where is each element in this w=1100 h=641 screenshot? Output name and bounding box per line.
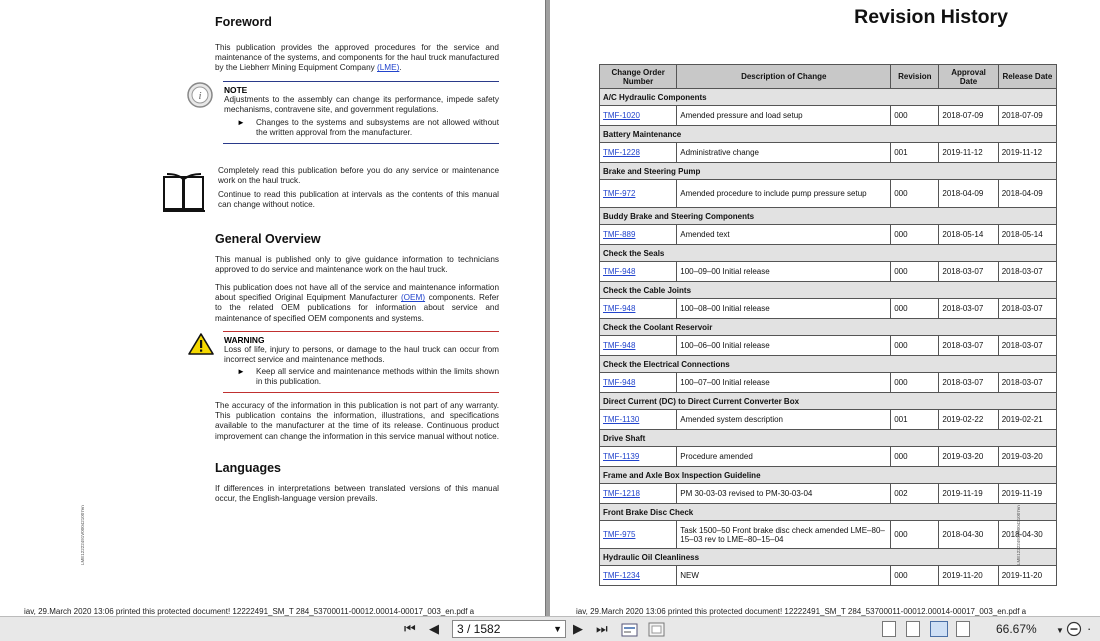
lme-link[interactable]: (LME) (377, 63, 400, 73)
revision-cell: 000 (894, 230, 908, 239)
note-bottom-rule (223, 143, 499, 144)
group-title: Frame and Axle Box Inspection Guideline (600, 467, 1057, 484)
revision-cell-cell (891, 225, 939, 245)
release-date-cell: 2019-11-19 (1001, 489, 1043, 498)
overview-p2-text: This publication does not have all of the service and maintenance information about specified Original Equipment Manufacturer (215, 283, 499, 303)
revision-cell-cell (891, 106, 939, 126)
table-row (600, 521, 1057, 549)
change-order-link-cell (600, 336, 677, 356)
approval-date-cell-cell (939, 143, 998, 163)
first-page-button[interactable]: ⏮ (404, 621, 416, 636)
table-row (600, 484, 1057, 504)
release-date-cell: 2018-04-30 (1001, 530, 1043, 539)
change-order-link-cell (600, 262, 677, 282)
table-group-row (600, 89, 1057, 106)
read-paragraph-1: Completely read this publication before you do any service or maintenance work on the haul truck. (218, 166, 499, 186)
release-date-cell-cell (998, 484, 1056, 504)
description-cell: 100–09–00 Initial release (680, 267, 770, 276)
single-page-view-icon[interactable] (882, 621, 896, 637)
note-bullet-text: Changes to the systems and subsystems are not allowed without the written approval from the manufacturer. (256, 118, 499, 138)
group-title: Hydraulic Oil Cleanliness (600, 549, 1057, 566)
change-order-link-cell (600, 299, 677, 319)
page-number-value: 3 / 1582 (457, 622, 501, 636)
description-cell-cell (677, 262, 891, 282)
release-date-cell: 2018-03-07 (1001, 304, 1043, 313)
revision-cell: 000 (894, 378, 908, 387)
release-date-cell-cell (998, 410, 1056, 430)
approval-date-cell: 2019-02-22 (942, 415, 984, 424)
table-row (600, 262, 1057, 282)
description-cell: Amended pressure and load setup (680, 111, 803, 120)
change-order-link[interactable]: TMF-948 (603, 341, 636, 350)
approval-date-cell: 2019-11-19 (942, 489, 983, 498)
revision-cell: 000 (894, 452, 908, 461)
warning-bottom-rule (223, 392, 499, 393)
table-group-row (600, 430, 1057, 447)
viewer-toolbar (0, 616, 1100, 641)
overview-paragraph-1: This manual is published only to give guidance information to technicians approved to do service and maintenance work on the haul truck. (215, 255, 499, 275)
revision-cell-cell (891, 143, 939, 163)
group-title: Check the Coolant Reservoir (600, 319, 1057, 336)
page-number-select[interactable] (452, 620, 566, 638)
change-order-link[interactable]: TMF-948 (603, 304, 636, 313)
approval-date-cell: 2018-04-30 (942, 530, 984, 539)
revision-cell: 000 (894, 341, 908, 350)
description-cell-cell (677, 180, 891, 208)
group-title: Drive Shaft (600, 430, 1057, 447)
overview-p2-end: components. Refer to the related OEM publications for information about service and maintenance of specified OEM components and systems. (215, 293, 499, 323)
change-order-link[interactable]: TMF-1139 (603, 452, 640, 461)
group-title: Check the Electrical Connections (600, 356, 1057, 373)
left-side-code: LME12222491V000421007en (80, 505, 85, 565)
header-release-date: Release Date (998, 65, 1056, 89)
change-order-link[interactable]: TMF-948 (603, 267, 636, 276)
revision-cell: 000 (894, 571, 908, 580)
fit-page-icon[interactable] (648, 621, 666, 637)
change-order-link[interactable]: TMF-948 (603, 378, 636, 387)
table-group-row (600, 245, 1057, 262)
chevron-down-icon: ▼ (553, 624, 562, 634)
approval-date-cell-cell (939, 106, 998, 126)
revision-history-table (599, 64, 1057, 586)
revision-cell: 000 (894, 267, 908, 276)
note-text: Adjustments to the assembly can change its performance, impede safety mechanisms, contravene site, and government regulations. (224, 95, 499, 115)
release-date-cell-cell (998, 566, 1056, 586)
zoom-out-icon[interactable] (1066, 621, 1082, 637)
release-date-cell: 2019-03-20 (1001, 452, 1043, 461)
facing-pages-view-icon[interactable] (930, 621, 948, 637)
change-order-link-cell (600, 566, 677, 586)
overview-paragraph-2 (215, 283, 499, 324)
note-label: NOTE (224, 85, 248, 95)
revision-cell-cell (891, 484, 939, 504)
change-order-link[interactable]: TMF-975 (603, 530, 636, 539)
description-cell: Procedure amended (680, 452, 753, 461)
foreword-intro-end: . (399, 63, 402, 73)
revision-cell: 001 (894, 148, 908, 157)
approval-date-cell: 2018-03-07 (942, 378, 984, 387)
revision-cell: 000 (894, 304, 908, 313)
header-approval-date: Approval Date (939, 65, 998, 89)
read-paragraph-2: Continue to read this publication at intervals as the contents of this manual can change without notice. (218, 190, 499, 210)
table-group-row (600, 282, 1057, 299)
description-cell-cell (677, 299, 891, 319)
change-order-link-cell (600, 447, 677, 467)
revision-cell-cell (891, 566, 939, 586)
change-order-link[interactable]: TMF-1130 (603, 415, 640, 424)
right-footer: iav, 29.March 2020 13:06 printed this protected document! 12222491_SM_T 284_53700011-00012.00014-00017_003_en.pdf a (576, 607, 1027, 616)
release-date-cell: 2018-03-07 (1001, 267, 1043, 276)
last-page-button[interactable]: ⏭ (596, 621, 608, 636)
change-order-link[interactable]: TMF-889 (603, 230, 636, 239)
pdf-page-right (550, 0, 1100, 616)
header-revision: Revision (891, 65, 939, 89)
approval-date-cell-cell (939, 336, 998, 356)
foreword-intro-text: This publication provides the approved procedures for the service and maintenance of the systems, and components for the haul truck manufactured by the Liebherr Mining Equipment Company (215, 43, 499, 73)
warning-label: WARNING (224, 335, 265, 345)
approval-date-cell: 2019-11-12 (942, 148, 983, 157)
table-row (600, 447, 1057, 467)
approval-date-cell-cell (939, 521, 998, 549)
approval-date-cell-cell (939, 180, 998, 208)
warning-bullet-text: Keep all service and maintenance methods within the limits shown in this publication. (256, 367, 499, 387)
warning-triangle-icon (188, 332, 214, 356)
warning-top-rule (223, 331, 499, 332)
change-order-link[interactable]: TMF-972 (603, 189, 636, 198)
approval-date-cell: 2019-11-20 (942, 571, 983, 580)
header-change-order: Change Order Number (600, 65, 677, 89)
approval-date-cell: 2018-07-09 (942, 111, 984, 120)
approval-date-cell: 2018-05-14 (942, 230, 984, 239)
release-date-cell-cell (998, 180, 1056, 208)
warning-text: Loss of life, injury to persons, or damage to the haul truck can occur from incorrect service and maintenance methods. (224, 345, 499, 365)
table-row (600, 143, 1057, 163)
table-group-row (600, 208, 1057, 225)
foreword-intro (215, 43, 499, 74)
change-order-link[interactable]: TMF-1218 (603, 489, 640, 498)
description-cell: PM 30-03-03 revised to PM-30-03-04 (680, 489, 813, 498)
revision-cell-cell (891, 373, 939, 393)
description-cell-cell (677, 225, 891, 245)
approval-date-cell-cell (939, 410, 998, 430)
warning-bullet-marker: ► (237, 367, 245, 376)
revision-history-title: Revision History (854, 6, 1008, 28)
change-order-link-cell (600, 521, 677, 549)
revision-cell-cell (891, 180, 939, 208)
zoom-menu-chevron-icon[interactable]: ▼ (1056, 626, 1064, 635)
table-header-row (600, 65, 1057, 89)
group-title: Check the Seals (600, 245, 1057, 262)
description-cell-cell (677, 484, 891, 504)
description-cell: 100–08–00 Initial release (680, 304, 770, 313)
note-top-rule (223, 81, 499, 82)
approval-date-cell-cell (939, 484, 998, 504)
note-info-icon (186, 81, 214, 109)
change-order-link-cell (600, 373, 677, 393)
revision-cell-cell (891, 336, 939, 356)
table-row (600, 373, 1057, 393)
table-row (600, 225, 1057, 245)
table-group-row (600, 356, 1057, 373)
general-overview-title: General Overview (215, 232, 321, 246)
group-title: Buddy Brake and Steering Components (600, 208, 1057, 225)
change-order-link[interactable]: TMF-1228 (603, 148, 640, 157)
description-cell-cell (677, 566, 891, 586)
group-title: A/C Hydraulic Components (600, 89, 1057, 106)
languages-text: If differences in interpretations between translated versions of this manual occur, the English-language version prevails. (215, 484, 499, 504)
description-cell-cell (677, 373, 891, 393)
release-date-cell: 2018-03-07 (1001, 378, 1043, 387)
description-cell: Administrative change (680, 148, 759, 157)
next-page-button[interactable]: ▶ (573, 621, 583, 636)
table-group-row (600, 504, 1057, 521)
continuous-facing-view-icon[interactable] (956, 621, 970, 637)
release-date-cell-cell (998, 336, 1056, 356)
release-date-cell: 2018-04-09 (1001, 189, 1043, 198)
approval-date-cell: 2018-03-07 (942, 304, 984, 313)
approval-date-cell-cell (939, 566, 998, 586)
table-row (600, 106, 1057, 126)
release-date-cell-cell (998, 299, 1056, 319)
approval-date-cell: 2018-03-07 (942, 267, 984, 276)
description-cell-cell (677, 143, 891, 163)
release-date-cell-cell (998, 143, 1056, 163)
description-cell: Amended text (680, 230, 730, 239)
table-group-row (600, 393, 1057, 410)
table-row (600, 336, 1057, 356)
change-order-link[interactable]: TMF-1234 (603, 571, 640, 580)
table-body (600, 89, 1057, 586)
release-date-cell: 2019-02-21 (1001, 415, 1043, 424)
table-row (600, 180, 1057, 208)
revision-cell: 001 (894, 415, 908, 424)
accuracy-paragraph: The accuracy of the information in this publication is not part of any warranty. This publication contains the information, illustrations, and specifications available to the manufacturer at the time of its release. Continuous product improvement can change the information in this service manual without notice. (215, 401, 499, 441)
group-title: Battery Maintenance (600, 126, 1057, 143)
page-thumbnail-icon[interactable] (621, 621, 639, 637)
read-manual-book-icon (161, 171, 207, 213)
table-row (600, 566, 1057, 586)
description-cell: Amended system description (680, 415, 783, 424)
revision-cell-cell (891, 262, 939, 282)
pdf-page-left (0, 0, 546, 616)
change-order-link-cell (600, 143, 677, 163)
revision-cell-cell (891, 410, 939, 430)
release-date-cell: 2018-07-09 (1001, 111, 1043, 120)
previous-page-button[interactable]: ◀ (429, 621, 439, 636)
revision-cell-cell (891, 521, 939, 549)
approval-date-cell-cell (939, 225, 998, 245)
revision-cell: 000 (894, 111, 908, 120)
change-order-link-cell (600, 106, 677, 126)
description-cell-cell (677, 521, 891, 549)
description-cell-cell (677, 336, 891, 356)
approval-date-cell: 2018-03-07 (942, 341, 984, 350)
description-cell: NEW (680, 571, 699, 580)
table-group-row (600, 163, 1057, 180)
note-bullet-marker: ► (237, 118, 245, 127)
description-cell-cell (677, 106, 891, 126)
revision-cell-cell (891, 447, 939, 467)
description-cell-cell (677, 447, 891, 467)
revision-cell: 000 (894, 189, 908, 198)
svg-text:i: i (198, 90, 202, 102)
approval-date-cell-cell (939, 373, 998, 393)
change-order-link-cell (600, 225, 677, 245)
change-order-link-cell (600, 180, 677, 208)
zoom-level[interactable]: 66.67% (996, 622, 1037, 636)
table-group-row (600, 467, 1057, 484)
description-cell: Task 1500–50 Front brake disc check amended LME–80–15–03 rev to LME–80–15–04 (680, 525, 885, 544)
release-date-cell-cell (998, 262, 1056, 282)
foreword-title: Foreword (215, 15, 272, 29)
change-order-link-cell (600, 484, 677, 504)
release-date-cell: 2019-11-12 (1001, 148, 1043, 157)
description-cell: 100–07–00 Initial release (680, 378, 770, 387)
table-group-row (600, 126, 1057, 143)
release-date-cell-cell (998, 447, 1056, 467)
revision-cell-cell (891, 299, 939, 319)
header-description: Description of Change (677, 65, 891, 89)
continuous-view-icon[interactable] (906, 621, 920, 637)
table-group-row (600, 319, 1057, 336)
right-side-code: LME12222491V000421007en (1016, 505, 1021, 565)
description-cell: Amended procedure to include pump pressure setup (680, 189, 867, 198)
approval-date-cell-cell (939, 299, 998, 319)
approval-date-cell: 2019-03-20 (942, 452, 984, 461)
languages-title: Languages (215, 461, 281, 475)
table-row (600, 410, 1057, 430)
description-cell-cell (677, 410, 891, 430)
revision-cell: 000 (894, 530, 908, 539)
group-title: Check the Cable Joints (600, 282, 1057, 299)
oem-link[interactable]: (OEM) (400, 293, 426, 303)
group-title: Front Brake Disc Check (600, 504, 1057, 521)
left-footer: iav, 29.March 2020 13:06 printed this protected document! 12222491_SM_T 284_53700011-00012.00014-00017_003_en.pdf a (24, 607, 475, 616)
table-row (600, 299, 1057, 319)
revision-cell: 002 (894, 489, 908, 498)
approval-date-cell-cell (939, 262, 998, 282)
release-date-cell: 2019-11-20 (1001, 571, 1043, 580)
change-order-link-cell (600, 410, 677, 430)
release-date-cell-cell (998, 106, 1056, 126)
approval-date-cell-cell (939, 447, 998, 467)
release-date-cell: 2018-03-07 (1001, 341, 1043, 350)
change-order-link[interactable]: TMF-1020 (603, 111, 640, 120)
release-date-cell-cell (998, 521, 1056, 549)
release-date-cell-cell (998, 225, 1056, 245)
release-date-cell-cell (998, 373, 1056, 393)
table-group-row (600, 549, 1057, 566)
more-options-icon[interactable]: · (1087, 621, 1092, 636)
group-title: Brake and Steering Pump (600, 163, 1057, 180)
description-cell: 100–06–00 Initial release (680, 341, 770, 350)
group-title: Direct Current (DC) to Direct Current Converter Box (600, 393, 1057, 410)
release-date-cell: 2018-05-14 (1001, 230, 1043, 239)
approval-date-cell: 2018-04-09 (942, 189, 984, 198)
